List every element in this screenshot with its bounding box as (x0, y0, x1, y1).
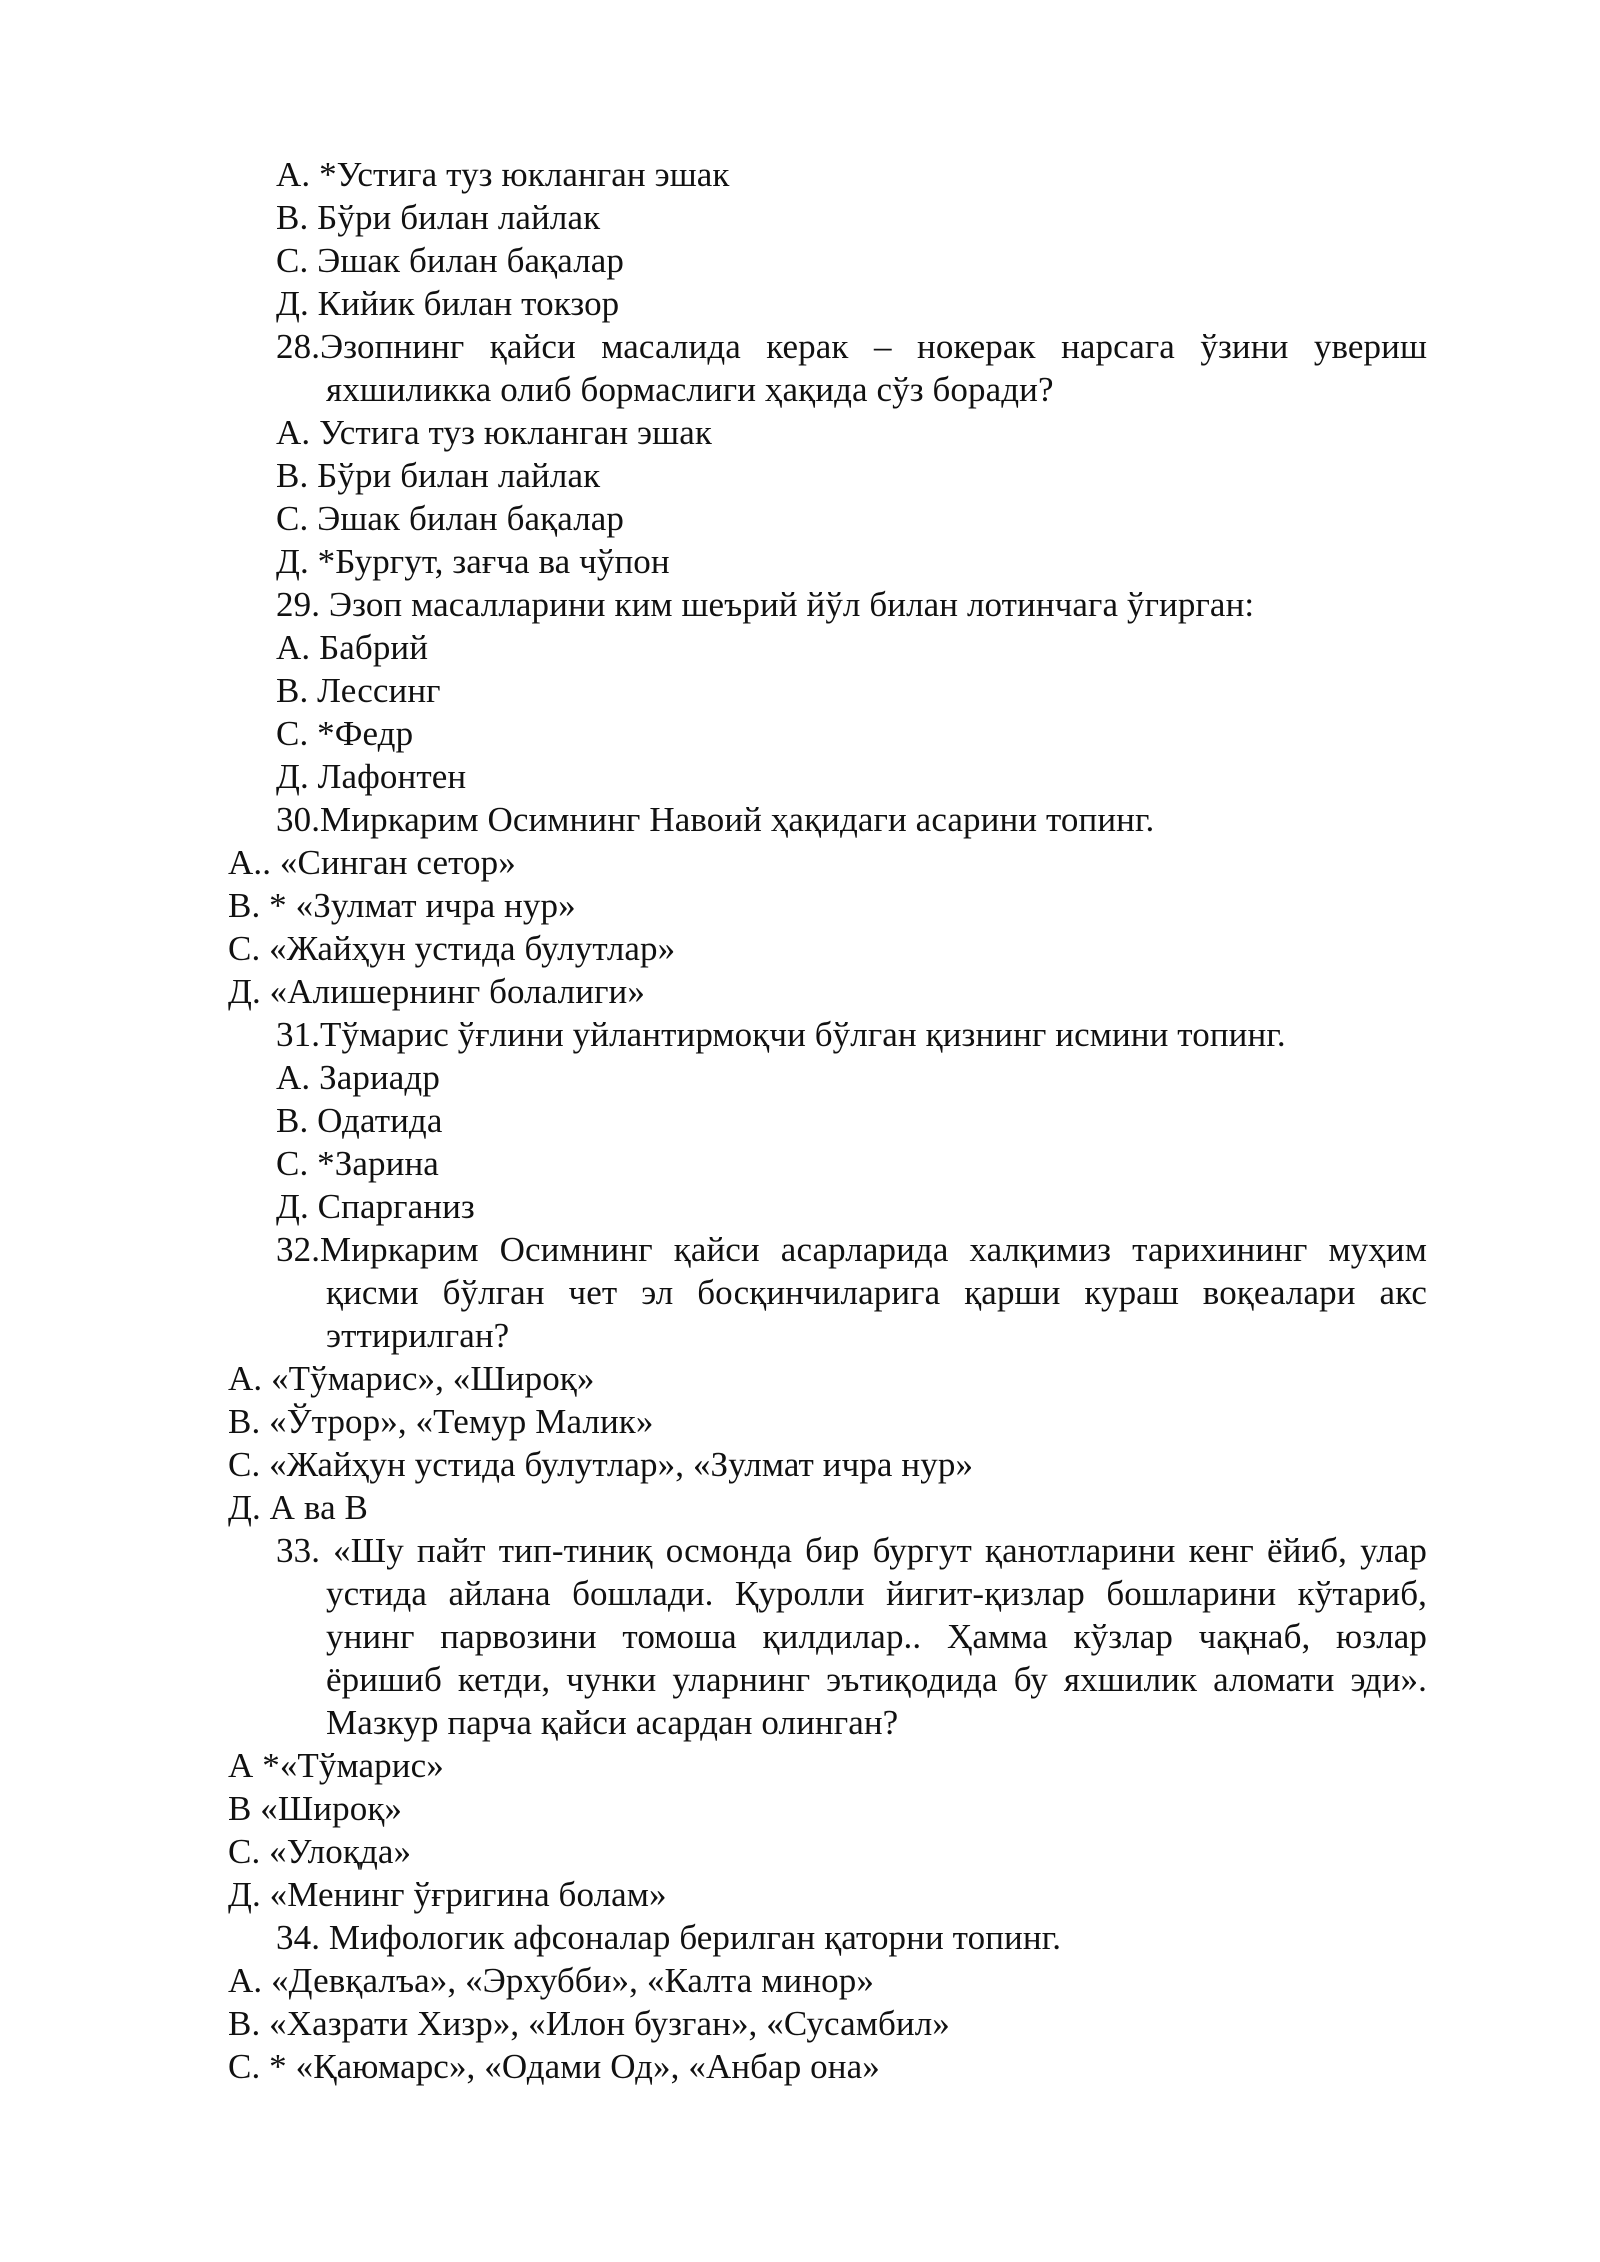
answer-option: А. Зариадр (276, 1058, 440, 1097)
answer-option: Д. *Бургут, зағча ва чўпон (276, 542, 670, 581)
answer-option: С. *Федр (276, 714, 414, 753)
answer-option: Д. А ва В (228, 1488, 368, 1527)
question-33-continued: устида айлана бошлади. Қуролли йигит-қизлар бошларини кўтариб, (326, 1574, 1427, 1613)
answer-option: В. Бўри билан лайлак (276, 198, 601, 237)
question-32-continued: эттирилган? (326, 1316, 510, 1355)
answer-option: В. * «Зулмат ичра нур» (228, 886, 576, 925)
answer-option: А.. «Синган сетор» (228, 843, 516, 882)
question-32-continued: қисми бўлган чет эл босқинчиларига қарши кураш воқеалари акс (326, 1273, 1427, 1312)
answer-option: С. *Зарина (276, 1144, 439, 1183)
answer-option: А. *Устига туз юкланган эшак (276, 155, 730, 194)
answer-option: А. «Девқалъа», «Эрхубби», «Калта минор» (228, 1961, 874, 2000)
question-33-continued: ёришиб кетди, чунки уларнинг эътиқодида бу яхшилик аломати эди». (326, 1660, 1427, 1699)
answer-option: С. «Жайҳун устида булутлар», «Зулмат ичра нур» (228, 1445, 974, 1484)
question-28-continued: яхшиликка олиб бормаслиги ҳақида сўз боради? (326, 370, 1054, 409)
answer-option: В. Одатида (276, 1101, 443, 1140)
question-30: 30.Миркарим Осимнинг Навоий ҳақидаги асарини топинг. (276, 800, 1155, 839)
answer-option: В «Широқ» (228, 1789, 403, 1828)
question-31: 31.Тўмарис ўғлини уйлантирмоқчи бўлган қизнинг исмини топинг. (276, 1015, 1286, 1054)
answer-option: Д. Лафонтен (276, 757, 467, 796)
answer-option: Д. Кийик билан токзор (276, 284, 620, 323)
answer-option: В. Лессинг (276, 671, 441, 710)
answer-option: С. Эшак билан бақалар (276, 241, 624, 280)
answer-option: С. * «Қаюмарс», «Одами Од», «Анбар она» (228, 2047, 880, 2086)
answer-option: В. «Ўтрор», «Темур Малик» (228, 1402, 654, 1441)
question-32: 32.Миркарим Осимнинг қайси асарларида халқимиз тарихининг муҳим (276, 1230, 1427, 1269)
question-28: 28.Эзопнинг қайси масалида керак – нокерак нарсага ўзини увериш (276, 327, 1427, 366)
answer-option: С. «Жайҳун устида булутлар» (228, 929, 676, 968)
question-33-continued: унинг парвозини томоша қилдилар.. Ҳамма кўзлар чақнаб, юзлар (326, 1617, 1427, 1656)
answer-option: Д. Спарганиз (276, 1187, 475, 1226)
answer-option: В. Бўри билан лайлак (276, 456, 601, 495)
answer-option: А. Бабрий (276, 628, 429, 667)
answer-option: Д. «Алишернинг болалиги» (228, 972, 645, 1011)
answer-option: Д. «Менинг ўғригина болам» (228, 1875, 667, 1914)
answer-option: С. «Улоқда» (228, 1832, 412, 1871)
question-33: 33. «Шу пайт тип-тиниқ осмонда бир бургут қанотларини кенг ёйиб, улар (276, 1531, 1427, 1570)
answer-option: А. «Тўмарис», «Широқ» (228, 1359, 595, 1398)
answer-option: С. Эшак билан бақалар (276, 499, 624, 538)
question-29: 29. Эзоп масалларини ким шеърий йўл билан лотинчага ўгирган: (276, 585, 1255, 624)
answer-option: А. Устига туз юкланган эшак (276, 413, 712, 452)
answer-option: А *«Тўмарис» (228, 1746, 444, 1785)
question-34: 34. Мифологик афсоналар берилган қаторни топинг. (276, 1918, 1062, 1957)
question-33-continued: Мазкур парча қайси асардан олинган? (326, 1703, 899, 1742)
answer-option: В. «Хазрати Хизр», «Илон бузган», «Сусамбил» (228, 2004, 950, 2043)
